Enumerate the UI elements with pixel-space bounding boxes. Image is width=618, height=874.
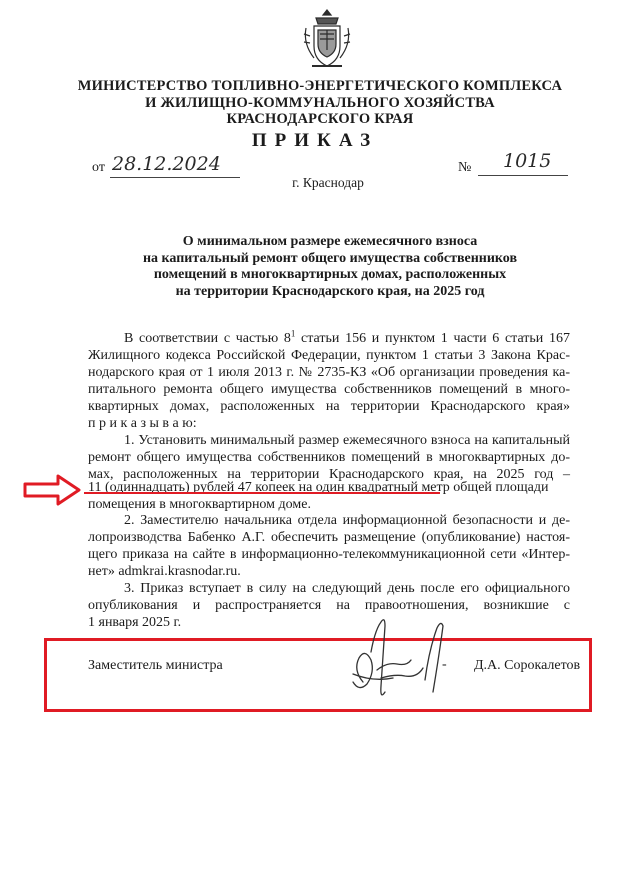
body-line: щего приказа на сайте в информационно-телекоммуникационной сети «Интер-	[88, 547, 570, 562]
signature-highlight-box	[44, 638, 592, 712]
date-underline	[110, 177, 240, 178]
body-line: мах, расположенных на территории Краснодарского края, на 2025 год –	[88, 467, 570, 482]
ministry-name-line-2: И ЖИЛИЩНО-КОММУНАЛЬНОГО ХОЗЯЙСТВА	[145, 95, 495, 111]
body-line: лопроизводства Бабенко А.Г. обеспечить размещение (опубликование) настоя-	[88, 530, 570, 545]
subject-line-1: О минимальном размере ежемесячного взноса	[182, 234, 478, 249]
subject-line-3: помещений в многоквартирных домах, расположенных	[153, 267, 507, 282]
order-number: 1015	[503, 150, 552, 172]
body-line: нодарского края от 1 июля 2013 г. № 2735-КЗ «Об организации проведения ка-	[88, 365, 570, 380]
body-line: питального ремонта общего имущества собственников помещений в много-	[88, 382, 570, 397]
order-date: 28.12.2024	[112, 153, 221, 175]
coat-of-arms-icon	[302, 8, 352, 72]
subject-line-4: на территории Краснодарского края, на 2025 год	[175, 284, 485, 299]
superscript: 1	[290, 328, 296, 339]
body-line: 3. Приказ вступает в силу на следующий день после его официального	[124, 581, 570, 596]
body-line: нет» admkrai.krasnodar.ru.	[88, 564, 241, 579]
highlighted-amount: 11 (одиннадцать) рублей 47 копеек на один квадратный	[88, 480, 418, 495]
body-line: 2. Заместителю начальника отдела информационной безопасности и де-	[124, 513, 570, 528]
number-prefix: №	[458, 160, 472, 175]
ministry-name-line-3: КРАСНОДАРСКОГО КРАЯ	[226, 111, 414, 127]
body-line: Жилищного кодекса Российской Федерации, пунктом 1 статьи 3 Закона Крас-	[88, 348, 570, 363]
date-prefix: от	[92, 160, 105, 175]
body-line: помещения в многоквартирном доме.	[88, 497, 311, 512]
body-line: п р и к а з ы в а ю:	[88, 416, 197, 431]
signatory-name: Д.А. Сорокалетов	[474, 658, 581, 673]
highlight-underline	[84, 492, 440, 494]
body-line: квартирных домах, расположенных на территории Краснодарского края»	[88, 399, 570, 414]
highlighted-line: 11 (одиннадцать) рублей 47 копеек на один квадратный метр общей площади	[88, 480, 549, 495]
signatory-title: Заместитель министра	[88, 658, 223, 673]
city: г. Краснодар	[292, 175, 364, 190]
body-line: 1 января 2025 г.	[88, 615, 182, 630]
number-underline	[478, 175, 568, 176]
body-line: опубликования и распространяется на правоотношения, возникшие с	[88, 598, 570, 613]
subject-line-2: на капитальный ремонт общего имущества собственников	[142, 251, 518, 266]
body-line: 1. Установить минимальный размер ежемесячного взноса на капитальный	[124, 433, 570, 448]
handwritten-signature	[325, 612, 470, 704]
right-arrow-icon	[22, 473, 82, 507]
body-line: ремонт общего имущества собственников помещений в многоквартирных до-	[88, 450, 570, 465]
signature-dash: -	[442, 657, 447, 672]
body-line: В соответствии с частью $8^1$ статьи 156 и пунктом 1 части 6 статьи 167	[124, 328, 570, 346]
order-title: ПРИКАЗ	[251, 130, 379, 151]
ministry-name-line-1: МИНИСТЕРСТВО ТОПЛИВНО-ЭНЕРГЕТИЧЕСКОГО КОМПЛЕКСА	[77, 78, 563, 94]
